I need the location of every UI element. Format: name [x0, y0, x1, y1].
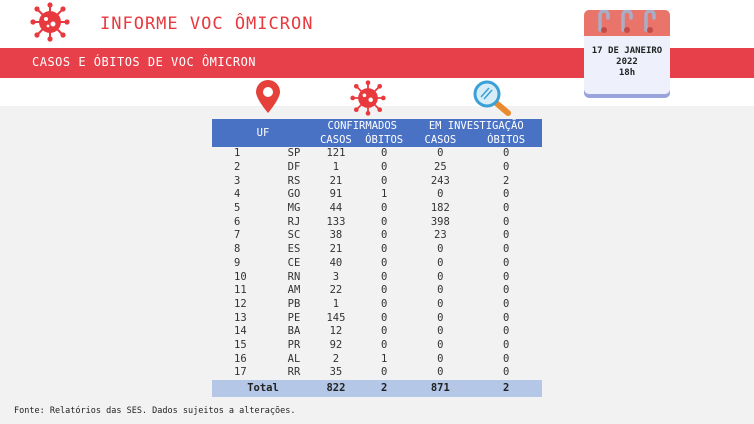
table-cell: 1: [380, 188, 388, 201]
table-cell: 0: [380, 325, 388, 338]
table-cell: RJ: [287, 215, 301, 228]
table-cell: 133: [326, 215, 346, 228]
table-cell: 92: [329, 338, 343, 351]
table-row: [212, 147, 542, 161]
table-cell: 35: [329, 366, 343, 379]
table-cell: 3: [332, 270, 340, 283]
virus-icon: [350, 80, 386, 116]
table-cell: 2: [234, 161, 241, 174]
table-cell: AL: [287, 352, 301, 365]
table-cell: 1: [332, 161, 340, 174]
table-row: [212, 188, 542, 202]
table-cell: 3: [234, 174, 241, 187]
table-cell: 12: [234, 297, 247, 310]
table-cell: 0: [437, 256, 444, 269]
table-cell: 23: [434, 229, 447, 242]
table-row: [212, 202, 542, 216]
table-cell: 21: [329, 174, 343, 187]
table-cell: 0: [380, 338, 388, 351]
table-cell: 0: [437, 338, 444, 351]
table-row: [212, 325, 542, 339]
table-cell: 10: [234, 270, 247, 283]
table-cell: PB: [287, 297, 301, 310]
table-cell: 0: [437, 270, 444, 283]
table-cell: 0: [437, 147, 444, 160]
table-row: [212, 257, 542, 271]
table-cell: SP: [287, 147, 301, 160]
page-title: INFORME VOC ÔMICRON: [100, 14, 314, 34]
table-cell: 1: [332, 297, 340, 310]
table-cell: 0: [502, 215, 510, 228]
table-cell: 4: [234, 188, 241, 201]
table-cell: 0: [380, 174, 388, 187]
table-cell: 17: [234, 366, 247, 379]
table-row: [212, 298, 542, 312]
table-row: [212, 229, 542, 243]
table-cell: 25: [434, 161, 447, 174]
table-cell: 14: [234, 325, 247, 338]
group-investigation-header: EM INVESTIGAÇÃO: [410, 119, 542, 133]
total-inv-obitos: 2: [470, 380, 542, 397]
total-obitos: 2: [358, 380, 411, 397]
table-cell: PE: [287, 311, 301, 324]
table-cell: 2: [332, 352, 340, 365]
table-row: [212, 311, 542, 325]
table-cell: 5: [234, 202, 241, 215]
table-cell: 1: [380, 352, 388, 365]
sub-obitos-header: ÓBITOS: [470, 133, 542, 147]
magnifier-icon: [472, 80, 512, 116]
table-cell: AM: [287, 284, 301, 297]
source-note: Fonte: Relatórios das SES. Dados sujeitos a alterações.: [14, 406, 296, 416]
table-cell: 0: [380, 311, 388, 324]
table-cell: 13: [234, 311, 247, 324]
table-cell: 0: [437, 325, 444, 338]
table-cell: 0: [380, 297, 388, 310]
table-cell: 9: [234, 256, 241, 269]
table-cell: 0: [437, 311, 444, 324]
table-cell: 0: [437, 243, 444, 256]
table-cell: 1: [234, 147, 241, 160]
table-cell: 11: [234, 284, 247, 297]
table-cell: 0: [502, 325, 510, 338]
table-cell: 0: [502, 243, 510, 256]
table-cell: CE: [287, 256, 301, 269]
table-cell: 0: [380, 256, 388, 269]
table-row: [212, 366, 542, 380]
table-cell: 12: [329, 325, 343, 338]
table-cell: 6: [234, 215, 241, 228]
table-row: [212, 215, 542, 229]
calendar-time: 18h: [618, 68, 636, 78]
table-cell: 0: [437, 366, 444, 379]
table-cell: 0: [380, 284, 388, 297]
table-cell: 8: [234, 243, 241, 256]
col-uf-header: UF: [212, 119, 314, 147]
table-cell: 16: [234, 352, 247, 365]
table-cell: 15: [234, 338, 247, 351]
table-cell: ES: [287, 243, 301, 256]
table-cell: 0: [502, 256, 510, 269]
table-cell: 44: [329, 202, 343, 215]
table-cell: DF: [287, 161, 301, 174]
table-row: [212, 284, 542, 298]
location-pin-icon: [254, 80, 282, 114]
sub-casos-header: CASOS: [410, 133, 470, 147]
total-row: [212, 380, 542, 397]
table-cell: 0: [380, 147, 388, 160]
calendar-year: 2022: [616, 57, 638, 67]
table-cell: 7: [234, 229, 241, 242]
table-row: [212, 174, 542, 188]
table-row: [212, 270, 542, 284]
table-cell: RS: [287, 174, 301, 187]
table-cell: 0: [437, 284, 444, 297]
table-cell: 0: [502, 270, 510, 283]
table-cell: 0: [502, 147, 510, 160]
table-cell: 0: [502, 188, 510, 201]
calendar-day: 17 DE JANEIRO: [591, 46, 663, 56]
sub-obitos-header: ÓBITOS: [358, 133, 411, 147]
table-cell: 22: [329, 284, 343, 297]
total-inv-casos: 871: [410, 380, 470, 397]
table-cell: 0: [380, 161, 388, 174]
table-cell: 145: [326, 311, 346, 324]
calendar-date: [584, 46, 670, 79]
table-cell: 2: [502, 174, 510, 187]
table-cell: 0: [502, 202, 510, 215]
table-cell: 0: [437, 352, 444, 365]
total-casos: 822: [314, 380, 358, 397]
virus-icon: [30, 2, 70, 42]
table-cell: 182: [430, 202, 450, 215]
table-row: [212, 339, 542, 353]
cases-table: [212, 119, 542, 397]
table-cell: 0: [502, 161, 510, 174]
table-cell: 0: [502, 229, 510, 242]
table-cell: 243: [430, 174, 450, 187]
group-confirmed-header: CONFIRMADOS: [314, 119, 410, 133]
table-cell: RR: [287, 366, 301, 379]
table-cell: 40: [329, 256, 343, 269]
page-subtitle: CASOS E ÓBITOS DE VOC ÔMICRON: [32, 55, 257, 69]
table-cell: RN: [287, 270, 301, 283]
sub-casos-header: CASOS: [314, 133, 358, 147]
table-cell: 0: [380, 366, 388, 379]
table-cell: 0: [502, 366, 510, 379]
table-cell: GO: [287, 188, 301, 201]
table-cell: BA: [287, 325, 301, 338]
table-cell: 121: [326, 147, 346, 160]
table-cell: PR: [287, 338, 301, 351]
table-row: [212, 243, 542, 257]
table-cell: 0: [380, 243, 388, 256]
table-cell: 0: [437, 297, 444, 310]
table-cell: 21: [329, 243, 343, 256]
table-row: [212, 161, 542, 175]
table-cell: 0: [502, 352, 510, 365]
table-cell: 0: [437, 188, 444, 201]
table-cell: 0: [502, 311, 510, 324]
table-cell: 0: [502, 284, 510, 297]
table-cell: 0: [380, 215, 388, 228]
table-row: [212, 352, 542, 366]
table-cell: 0: [502, 297, 510, 310]
table-cell: 0: [380, 202, 388, 215]
table-cell: 0: [502, 338, 510, 351]
table-cell: 38: [329, 229, 343, 242]
table-cell: 0: [380, 229, 388, 242]
table-cell: 91: [329, 188, 343, 201]
table-cell: SC: [287, 229, 301, 242]
table-cell: 0: [380, 270, 388, 283]
table-cell: 398: [430, 215, 450, 228]
total-label: Total: [212, 380, 314, 397]
table-cell: MG: [287, 202, 301, 215]
